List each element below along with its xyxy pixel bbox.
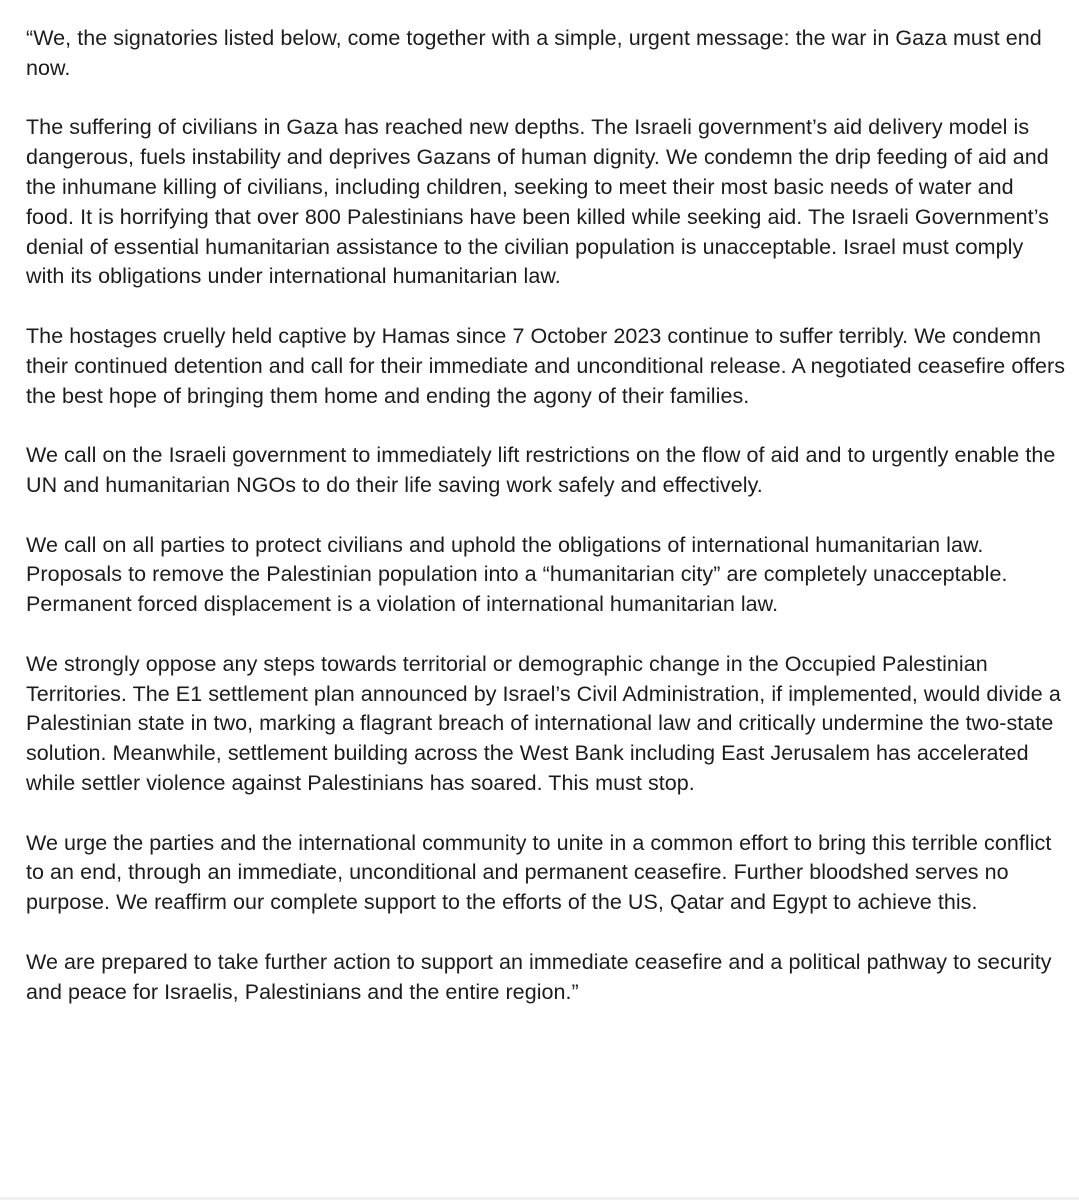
paragraph-aid-restrictions: We call on the Israeli government to immediately lift restrictions on the flow of aid and to urgently enable the UN and humanitarian NGOs to do their life saving work safely and effectively. <box>26 443 1056 497</box>
paragraph-hostages: The hostages cruelly held captive by Hamas since 7 October 2023 continue to suffer terribly. We condemn their continued detention and call for their immediate and unconditional release. A negotiated ceasefire offers the best hope of bringing them home and ending the agony of their families. <box>26 323 1066 408</box>
paragraph-civilian-suffering: The suffering of civilians in Gaza has reached new depths. The Israeli government’s aid delivery model is dangerous, fuels instability and deprives Gazans of human dignity. We condemn the drip feeding of aid and the inhumane killing of civilians, including children, seeking to meet their most basic needs of water and food. It is horrifying that over 800 Palestinians have been killed while seeking aid. The Israeli Government’s denial of essential humanitarian assistance to the civilian population is unacceptable. Israel must comply with its obligations under international humanitarian law. <box>26 115 1049 289</box>
paragraph-territorial-change: We strongly oppose any steps towards territorial or demographic change in the Occupied Palestinian Territories. The E1 settlement plan announced by Israel’s Civil Administration, if implemented, would divide a Palestinian state in two, marking a flagrant breach of international law and critically undermine the two-state solution. Meanwhile, settlement building across the West Bank including East Jerusalem has accelerated while settler violence against Palestinians has soared. This must stop. <box>26 651 1061 795</box>
paragraph-closing: We are prepared to take further action to support an immediate ceasefire and a political pathway to security and peace for Israelis, Palestinians and the entire region.” <box>26 949 1052 1004</box>
paragraph-protect-civilians: We call on all parties to protect civilians and uphold the obligations of international humanitarian law. Proposals to remove the Palestinian population into a “humanitarian city” are completely unacceptable. Permanent forced displacement is a violation of international humanitarian law. <box>26 532 1008 617</box>
paragraph-ceasefire-call: We urge the parties and the international community to unite in a common effort to bring this terrible conflict to an end, through an immediate, unconditional and permanent ceasefire. Further bloodshed serves no purpose. We reaffirm our complete support to the efforts of the US, Qatar and Egypt to achieve this. <box>26 830 1052 915</box>
statement-document <box>26 24 1066 1007</box>
paragraph-opening: “We, the signatories listed below, come together with a simple, urgent message: the war in Gaza must end now. <box>26 26 1042 80</box>
